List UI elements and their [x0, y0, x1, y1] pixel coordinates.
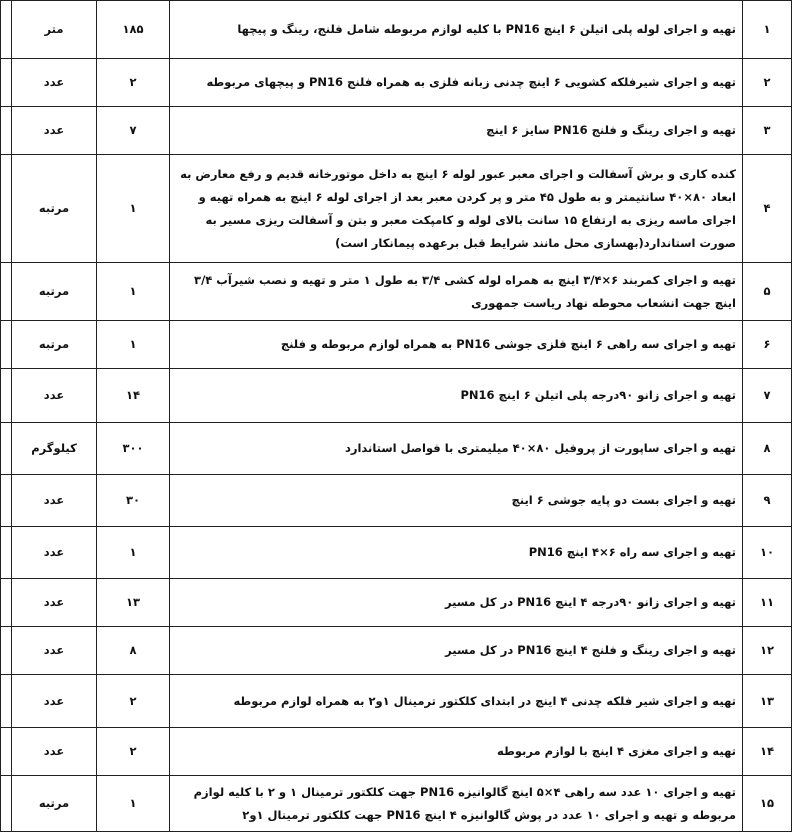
row-number-cell: ۸ [743, 423, 792, 475]
description-cell: تهیه و اجرای سه راه ۶×۴ اینچ PN16 [170, 527, 743, 579]
row-number-cell: ۹ [743, 475, 792, 527]
row-number-cell: ۱۵ [743, 776, 792, 832]
table-row [1, 423, 792, 475]
blank-cell [1, 155, 12, 263]
quantity-cell: ۲ [97, 59, 170, 107]
row-number-cell: ۱۴ [743, 728, 792, 776]
row-number-cell: ۱۱ [743, 579, 792, 627]
row-number-cell: ۱۳ [743, 675, 792, 728]
blank-cell [1, 1, 12, 59]
quantity-cell: ۷ [97, 107, 170, 155]
unit-cell: مرتبه [12, 263, 97, 321]
description-cell: تهیه و اجرای لوله پلی اتیلن ۶ اینچ PN16 با کلیه لوازم مربوطه شامل فلنج، رینگ و پیچها [170, 1, 743, 59]
unit-cell: کیلوگرم [12, 423, 97, 475]
description-cell: تهیه و اجرای سه راهی ۶ اینچ فلزی جوشی PN16 به همراه لوازم مربوطه و فلنج [170, 321, 743, 369]
blank-cell [1, 627, 12, 675]
quantity-cell: ۱۸۵ [97, 1, 170, 59]
unit-cell: عدد [12, 527, 97, 579]
row-number-cell: ۴ [743, 155, 792, 263]
unit-cell: مرتبه [12, 321, 97, 369]
row-number-cell: ۲ [743, 59, 792, 107]
quantity-cell: ۳۰ [97, 475, 170, 527]
description-cell: تهیه و اجرای زانو ۹۰درجه ۴ اینچ PN16 در کل مسیر [170, 579, 743, 627]
blank-cell [1, 475, 12, 527]
blank-cell [1, 728, 12, 776]
table-row [1, 776, 792, 832]
blank-cell [1, 369, 12, 423]
table-row [1, 627, 792, 675]
row-number-cell: ۱۲ [743, 627, 792, 675]
table-row [1, 321, 792, 369]
quantity-cell: ۸ [97, 627, 170, 675]
row-number-cell: ۱ [743, 1, 792, 59]
table-row [1, 155, 792, 263]
unit-cell: عدد [12, 627, 97, 675]
unit-cell: عدد [12, 579, 97, 627]
blank-cell [1, 107, 12, 155]
items-table-body [1, 1, 792, 832]
table-row [1, 1, 792, 59]
unit-cell: عدد [12, 59, 97, 107]
quantity-cell: ۱ [97, 527, 170, 579]
table-row [1, 263, 792, 321]
description-cell: کنده کاری و برش آسفالت و اجرای معبر عبور لوله ۶ اینچ به داخل موتورخانه قدیم و رفع معارض به ابعاد ۸۰×۴۰ سانتیمتر و به طول ۴۵ متر و پر کردن معبر بعد از اجرای لوله ۶ اینچ به همراه تهیه و اجرای ماسه ریزی به ارتفاع ۱۵ سانت بالای لوله و کامپکت معبر و بتن و آسفالت ریزی مسیر به صورت استاندارد(بهسازی محل مانند شرایط قبل برعهده پیمانکار است) [170, 155, 743, 263]
table-row [1, 728, 792, 776]
row-number-cell: ۵ [743, 263, 792, 321]
blank-cell [1, 321, 12, 369]
unit-cell: عدد [12, 475, 97, 527]
description-cell: تهیه و اجرای بست دو پایه جوشی ۶ اینچ [170, 475, 743, 527]
description-cell: تهیه و اجرای رینگ و فلنج ۴ اینچ PN16 در کل مسیر [170, 627, 743, 675]
description-cell: تهیه و اجرای ساپورت از پروفیل ۸۰×۴۰ میلیمتری با فواصل استاندارد [170, 423, 743, 475]
unit-cell: متر [12, 1, 97, 59]
description-cell: تهیه و اجرای مغزی ۴ اینچ با لوازم مربوطه [170, 728, 743, 776]
quantity-cell: ۱ [97, 263, 170, 321]
blank-cell [1, 675, 12, 728]
row-number-cell: ۱۰ [743, 527, 792, 579]
blank-cell [1, 579, 12, 627]
table-row [1, 369, 792, 423]
quantity-cell: ۱۳ [97, 579, 170, 627]
blank-cell [1, 59, 12, 107]
unit-cell: عدد [12, 107, 97, 155]
description-cell: تهیه و اجرای ۱۰ عدد سه راهی ۴×۵ اینچ گالوانیزه PN16 جهت کلکتور ترمینال ۱ و ۲ با کلیه لوازم مربوطه و تهیه و اجرای ۱۰ عدد در پوش گالوانیزه ۴ اینچ PN16 جهت کلکتور ترمینال ۱و۲ [170, 776, 743, 832]
unit-cell: عدد [12, 728, 97, 776]
row-number-cell: ۷ [743, 369, 792, 423]
table-row [1, 579, 792, 627]
description-cell: تهیه و اجرای رینگ و فلنج PN16 سایز ۶ اینچ [170, 107, 743, 155]
blank-cell [1, 527, 12, 579]
unit-cell: عدد [12, 675, 97, 728]
unit-cell: مرتبه [12, 776, 97, 832]
table-row [1, 107, 792, 155]
quantity-cell: ۱ [97, 776, 170, 832]
table-row [1, 527, 792, 579]
quantity-cell: ۱ [97, 321, 170, 369]
description-cell: تهیه و اجرای کمربند ۶×۳/۴ اینچ به همراه لوله کشی ۳/۴ به طول ۱ متر و تهیه و نصب شیرآب ۳/۴ اینچ جهت انشعاب محوطه نهاد ریاست جمهوری [170, 263, 743, 321]
row-number-cell: ۶ [743, 321, 792, 369]
description-cell: تهیه و اجرای زانو ۹۰درجه پلی اتیلن ۶ اینچ PN16 [170, 369, 743, 423]
blank-cell [1, 776, 12, 832]
table-row [1, 675, 792, 728]
quantity-cell: ۱ [97, 155, 170, 263]
quantity-cell: ۲ [97, 675, 170, 728]
quantity-cell: ۱۴ [97, 369, 170, 423]
blank-cell [1, 423, 12, 475]
description-cell: تهیه و اجرای شیر فلکه چدنی ۴ اینچ در ابتدای کلکتور ترمینال ۱و۲ به همراه لوازم مربوطه [170, 675, 743, 728]
row-number-cell: ۳ [743, 107, 792, 155]
quantity-cell: ۲ [97, 728, 170, 776]
blank-cell [1, 263, 12, 321]
description-cell: تهیه و اجرای شیرفلکه کشویی ۶ اینچ چدنی زبانه فلزی به همراه فلنج PN16 و پیچهای مربوطه [170, 59, 743, 107]
table-row [1, 59, 792, 107]
unit-cell: مرتبه [12, 155, 97, 263]
quantity-cell: ۳۰۰ [97, 423, 170, 475]
table-row [1, 475, 792, 527]
unit-cell: عدد [12, 369, 97, 423]
